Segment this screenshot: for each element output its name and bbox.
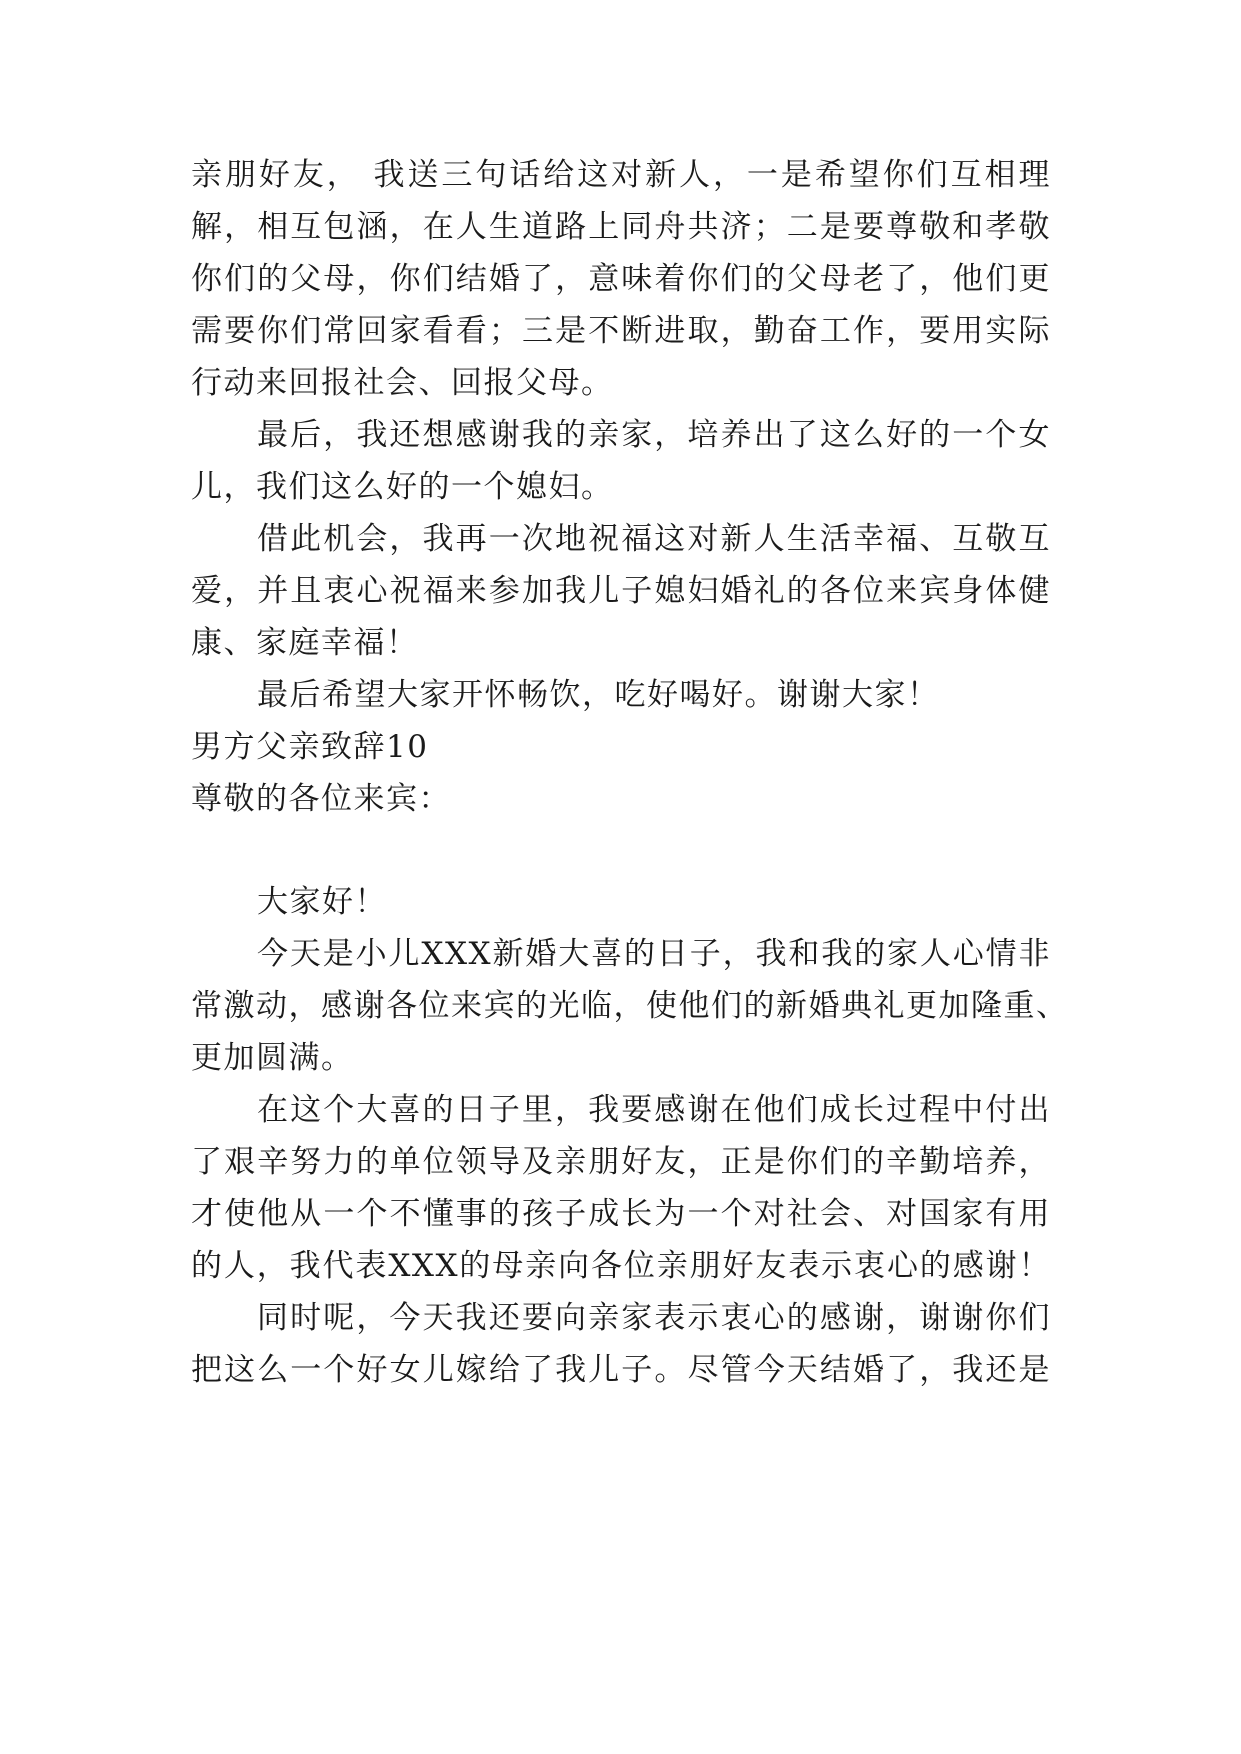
text-line: 今天是小儿XXX新婚大喜的日子，我和我的家人心情非 xyxy=(257,936,1051,972)
text-line: 常激动，感谢各位来宾的光临，使他们的新婚典礼更加隆重、 xyxy=(191,988,1069,1024)
text-line: 同时呢，今天我还要向亲家表示衷心的感谢，谢谢你们 xyxy=(257,1300,1051,1336)
text-line: 行动来回报社会、回报父母。 xyxy=(191,365,614,401)
text-line: 的人，我代表XXX的母亲向各位亲朋好友表示衷心的感谢！ xyxy=(191,1248,1051,1284)
text-line: 才使他从一个不懂事的孩子成长为一个对社会、对国家有用 xyxy=(191,1196,1051,1232)
text-line: 把这么一个好女儿嫁给了我儿子。尽管今天结婚了，我还是 xyxy=(191,1352,1051,1388)
section-heading: 男方父亲致辞10 xyxy=(191,729,429,765)
text-line: 你们的父母，你们结婚了，意味着你们的父母老了，他们更 xyxy=(191,261,1051,297)
text-line: 最后希望大家开怀畅饮，吃好喝好。谢谢大家！ xyxy=(257,677,940,713)
text-line: 儿，我们这么好的一个媳妇。 xyxy=(191,469,614,505)
greeting: 大家好！ xyxy=(257,884,387,920)
text-line: 最后，我还想感谢我的亲家，培养出了这么好的一个女 xyxy=(257,417,1051,453)
text-line: 亲朋好友， 我送三句话给这对新人，一是希望你们互相理 xyxy=(191,157,1051,193)
text-line: 爱，并且衷心祝福来参加我儿子媳妇婚礼的各位来宾身体健 xyxy=(191,573,1051,609)
text-line: 需要你们常回家看看；三是不断进取，勤奋工作，要用实际 xyxy=(191,313,1051,349)
text-line: 了艰辛努力的单位领导及亲朋好友，正是你们的辛勤培养， xyxy=(191,1144,1051,1180)
text-line: 借此机会，我再一次地祝福这对新人生活幸福、互敬互 xyxy=(257,521,1051,557)
text-line: 康、家庭幸福！ xyxy=(191,625,419,661)
salutation: 尊敬的各位来宾： xyxy=(191,781,451,817)
text-line: 更加圆满。 xyxy=(191,1040,354,1076)
text-line: 在这个大喜的日子里，我要感谢在他们成长过程中付出 xyxy=(257,1092,1051,1128)
text-line: 解，相互包涵，在人生道路上同舟共济；二是要尊敬和孝敬 xyxy=(191,209,1051,245)
